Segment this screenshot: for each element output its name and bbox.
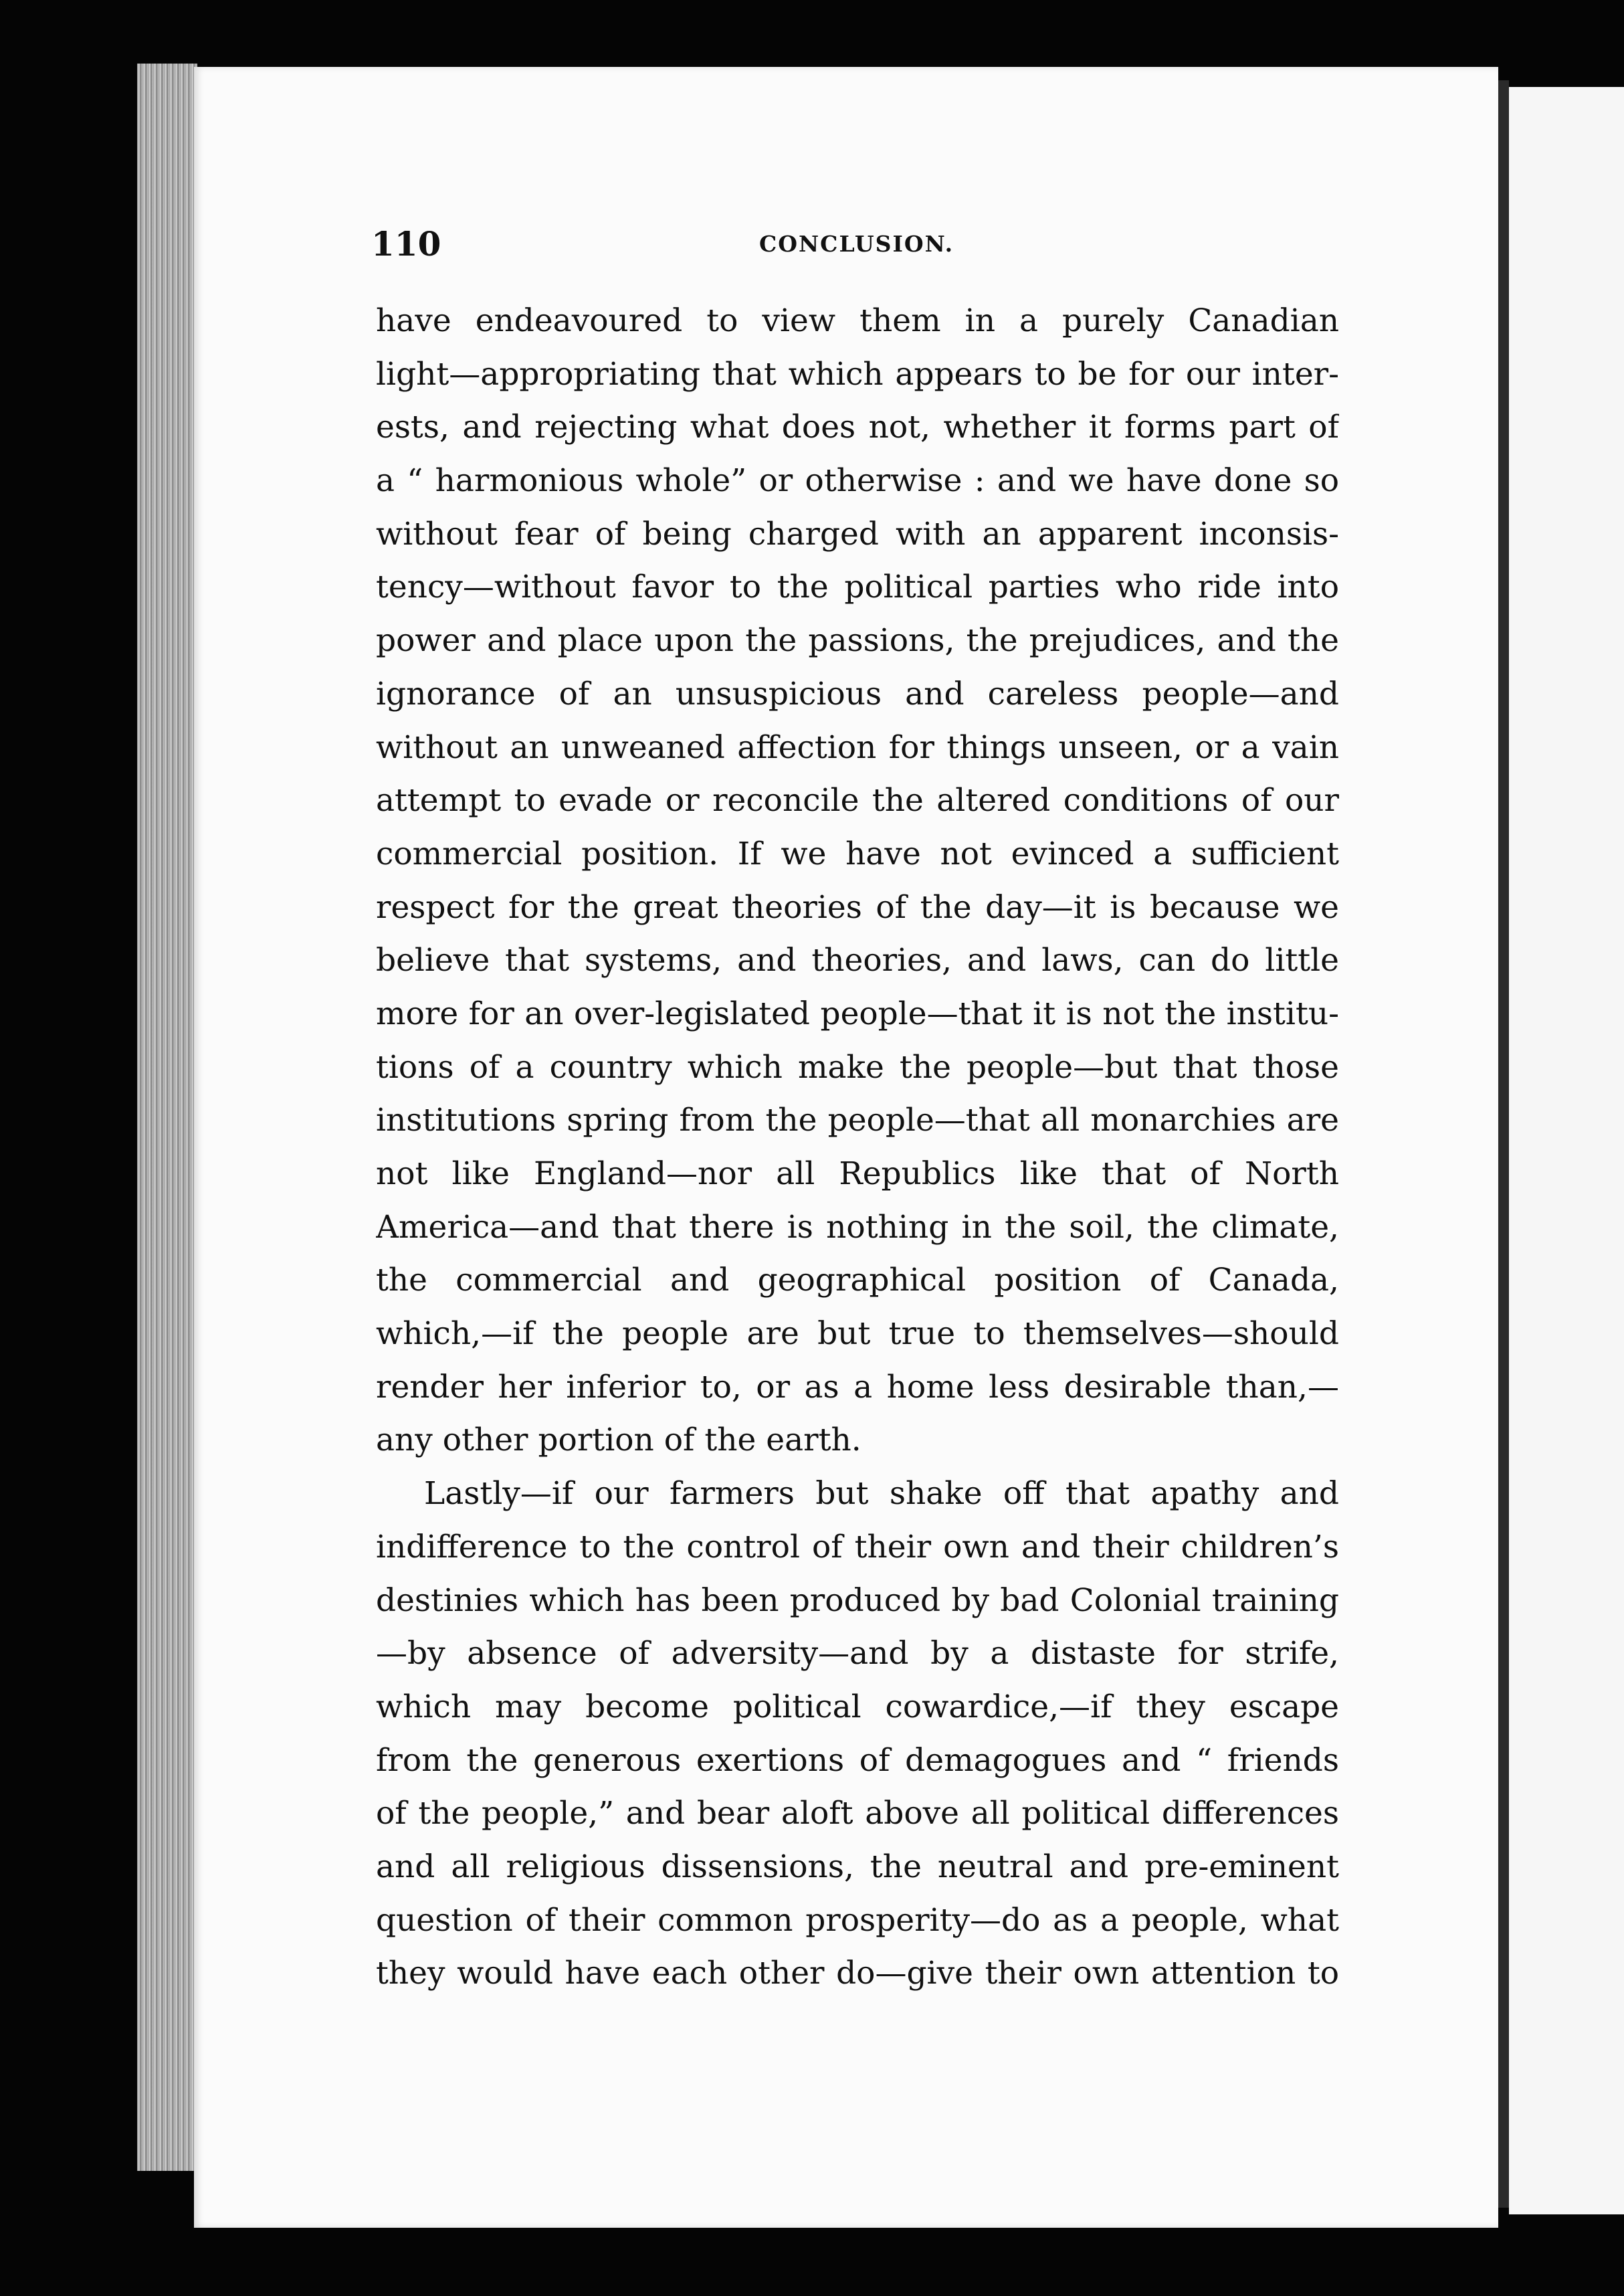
text-line: light—appropriating that which appears to be for our inter-	[376, 355, 1339, 393]
paragraph-end-line: any other portion of the earth.	[376, 1422, 861, 1459]
text-line: have endeavoured to view them in a purely Canadian	[376, 302, 1339, 339]
text-line: not like England—nor all Republics like that of North	[376, 1155, 1339, 1192]
text-line: more for an over-legislated people—that it is not the institu-	[376, 995, 1339, 1032]
text-line: commercial position. If we have not evinced a sufficient	[376, 835, 1339, 872]
text-line: from the generous exertions of demagogues and “ friends	[376, 1741, 1339, 1779]
text-line: believe that systems, and theories, and laws, can do little	[376, 942, 1339, 979]
text-line: tions of a country which make the people—but that those	[376, 1048, 1339, 1086]
text-line: —by absence of adversity—and by a distaste for strife,	[376, 1635, 1339, 1672]
text-line: America—and that there is nothing in the soil, the climate,	[376, 1208, 1339, 1246]
text-line: of the people,” and bear aloft above all political differences	[376, 1795, 1339, 1832]
text-line: institutions spring from the people—that all monarchies are	[376, 1102, 1339, 1139]
text-line: render her inferior to, or as a home less desirable than,—	[376, 1368, 1339, 1406]
text-line: and all religious dissensions, the neutral and pre-eminent	[376, 1848, 1339, 1885]
text-line: without an unweaned affection for things unseen, or a vain	[376, 729, 1339, 766]
text-line: respect for the great theories of the day—it is because we	[376, 888, 1339, 926]
gutter-shadow	[1498, 80, 1509, 2208]
running-head	[371, 224, 1341, 278]
text-line: attempt to evade or reconcile the altered conditions of our	[376, 782, 1339, 820]
text-line: indifference to the control of their own and their children’s	[376, 1528, 1339, 1565]
text-line: which may become political cowardice,—if they escape	[376, 1688, 1339, 1725]
running-title: CONCLUSION.	[759, 231, 954, 257]
body-text	[376, 294, 1339, 2000]
text-line: the commercial and geographical position of Canada,	[376, 1262, 1339, 1299]
text-line: which,—if the people are but true to themselves—should	[376, 1315, 1339, 1353]
text-line: power and place upon the passions, the prejudices, and the	[376, 622, 1339, 660]
facing-page-edge	[1509, 87, 1624, 2214]
paragraph-start-line: Lastly—if our farmers but shake off that apathy and	[424, 1475, 1339, 1513]
text-line: they would have each other do—give their own attention to	[376, 1955, 1339, 1992]
text-line: without fear of being charged with an apparent inconsis-	[376, 515, 1339, 553]
text-line: tency—without favor to the political parties who ride into	[376, 569, 1339, 606]
text-line: ests, and rejecting what does not, whether it forms part of	[376, 409, 1339, 446]
text-line: destinies which has been produced by bad Colonial training	[376, 1582, 1339, 1619]
text-line: ignorance of an unsuspicious and careless people—and	[376, 675, 1339, 712]
book-page-edges	[137, 64, 197, 2171]
text-line: question of their common prosperity—do as a people, what	[376, 1901, 1339, 1939]
text-line: a “ harmonious whole” or otherwise : and we have done so	[376, 462, 1339, 500]
page-number: 110	[371, 224, 441, 264]
